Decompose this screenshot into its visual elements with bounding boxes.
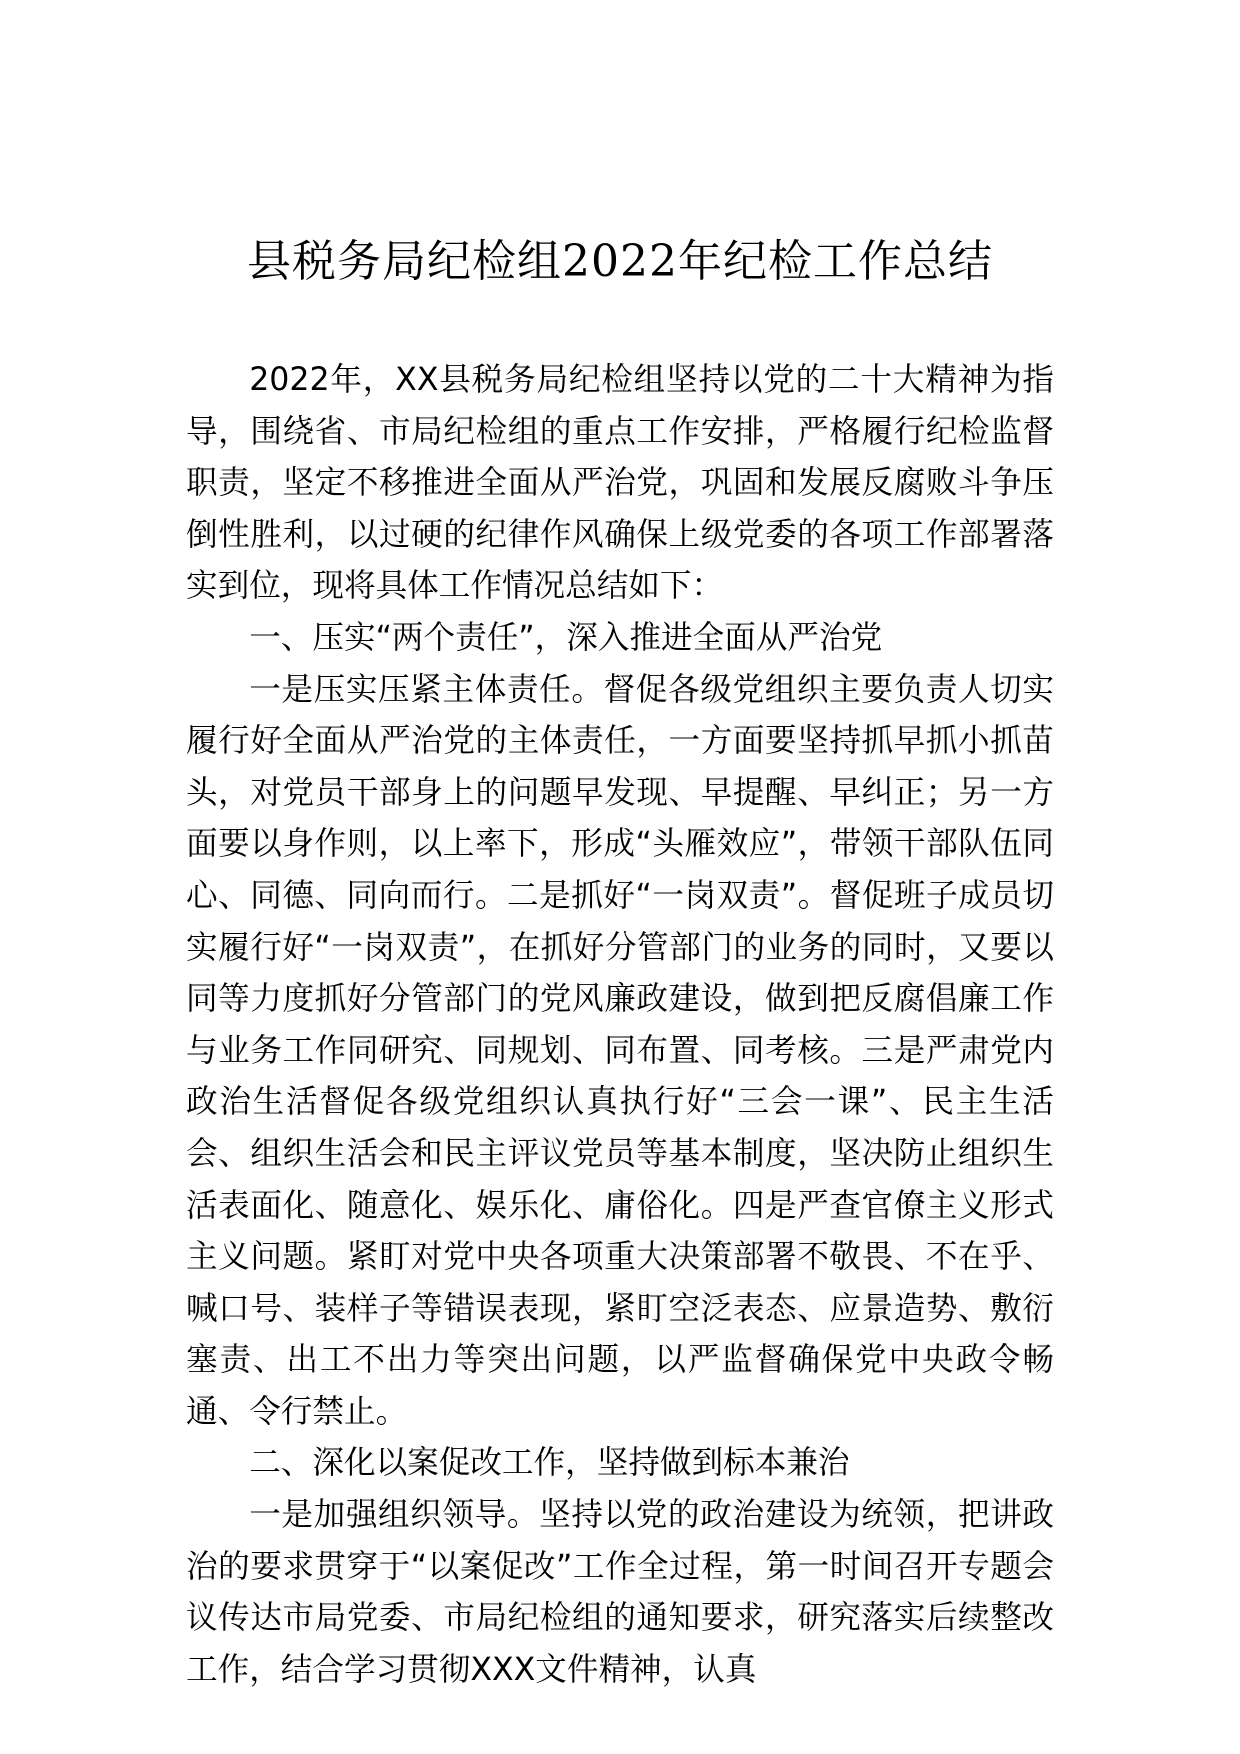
section-heading-2: 二、深化以案促改工作，坚持做到标本兼治 bbox=[249, 1445, 850, 1482]
document-body bbox=[186, 355, 1054, 1696]
document-title: 县税务局纪检组2022年纪检工作总结 bbox=[247, 236, 993, 287]
section-1-paragraph: 一是压实压紧主体责任。督促各级党组织主要负责人切实履行好全面从严治党的主体责任，一方面要坚持抓早抓小抓苗头，对党员干部身上的问题早发现、早提醒、早纠正；另一方面要以身作则，以上率下，形成“头雁效应”，带领干部队伍同心、同德、同向而行。二是抓好“一岗双责”。督促班子成员切实履行好“一岗双责”，在抓好分管部门的业务的同时，又要以同等力度抓好分管部门的党风廉政建设，做到把反腐倡廉工作与业务工作同研究、同规划、同布置、同考核。三是严肃党内政治生活督促各级党组织认真执行好“三会一课”、民主生活会、组织生活会和民主评议党员等基本制度，坚决防止组织生活表面化、随意化、娱乐化、庸俗化。四是严查官僚主义形式主义问题。紧盯对党中央各项重大决策部署不敬畏、不在乎、喊口号、装样子等错误表现，紧盯空泛表态、应景造势、敷衍塞责、出工不出力等突出问题，以严监督确保党中央政令畅通、令行禁止。 bbox=[186, 671, 1054, 1430]
intro-paragraph: 2022年，XX县税务局纪检组坚持以党的二十大精神为指导，围绕省、市局纪检组的重点工作安排，严格履行纪检监督职责，坚定不移推进全面从严治党，巩固和发展反腐败斗争压倒性胜利，以过硬的纪律作风确保上级党委的各项工作部署落实到位，现将具体工作情况总结如下： bbox=[186, 362, 1054, 605]
section-heading-1: 一、压实“两个责任”，深入推进全面从严治党 bbox=[249, 619, 883, 656]
section-2-paragraph: 一是加强组织领导。坚持以党的政治建设为统领，把讲政治的要求贯穿于“以案促改”工作全过程，第一时间召开专题会议传达市局党委、市局纪检组的通知要求，研究落实后续整改工作，结合学习贯彻XXX文件精神，认真 bbox=[186, 1497, 1054, 1688]
